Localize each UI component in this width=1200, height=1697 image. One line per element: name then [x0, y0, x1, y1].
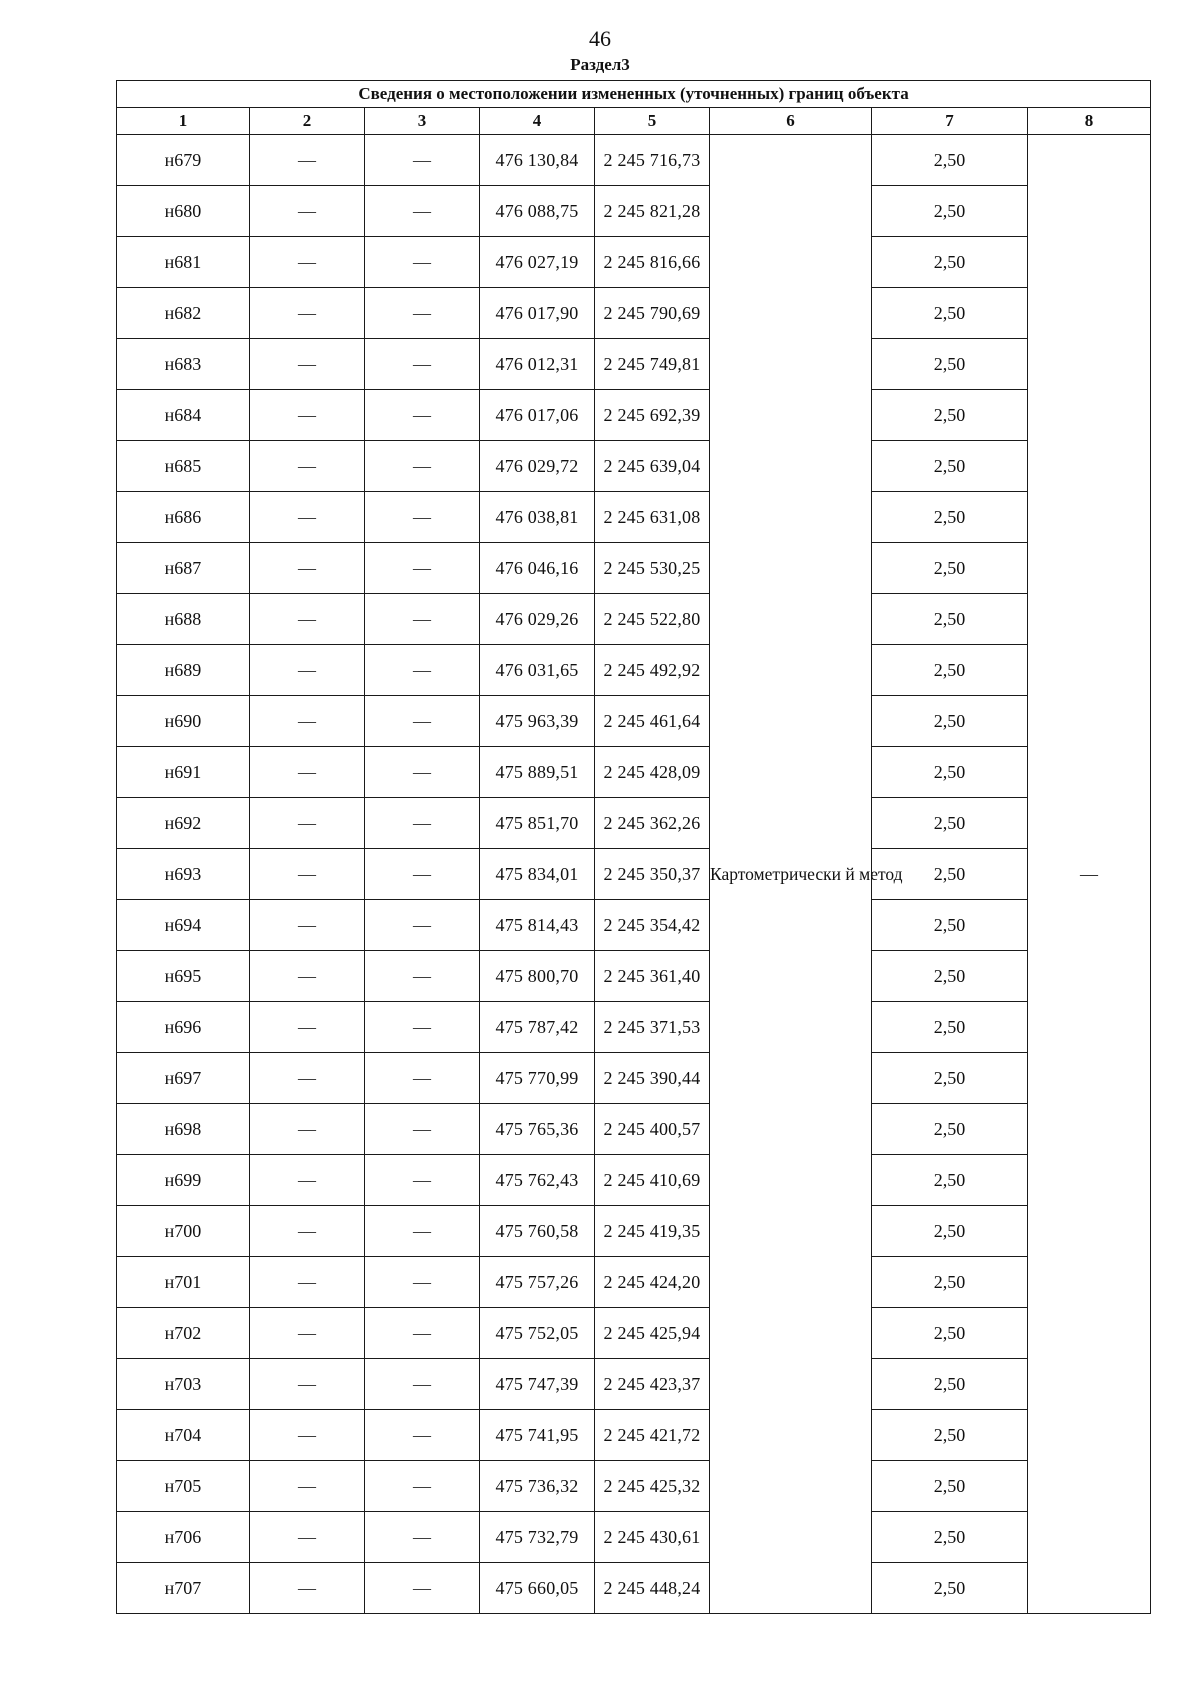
x-coordinate-cell: 475 732,79	[480, 1512, 595, 1563]
table-row	[117, 1359, 1151, 1410]
point-name-cell: н681	[117, 237, 250, 288]
point-name-cell: н692	[117, 798, 250, 849]
column-2-cell: —	[250, 186, 365, 237]
column-2-cell: —	[250, 1104, 365, 1155]
point-name-cell: н697	[117, 1053, 250, 1104]
x-coordinate-cell: 475 814,43	[480, 900, 595, 951]
table-caption: Сведения о местоположении измененных (уточненных) границ объекта	[117, 81, 1151, 108]
table-row	[117, 186, 1151, 237]
boundary-coordinates-table	[116, 80, 1151, 1614]
column-3-cell: —	[365, 237, 480, 288]
accuracy-cell: 2,50	[872, 288, 1028, 339]
y-coordinate-cell: 2 245 400,57	[595, 1104, 710, 1155]
y-coordinate-cell: 2 245 448,24	[595, 1563, 710, 1614]
y-coordinate-cell: 2 245 461,64	[595, 696, 710, 747]
x-coordinate-cell: 475 851,70	[480, 798, 595, 849]
column-2-cell: —	[250, 951, 365, 1002]
method-cell: Картометрически й метод	[710, 135, 872, 1614]
x-coordinate-cell: 475 757,26	[480, 1257, 595, 1308]
column-3-cell: —	[365, 900, 480, 951]
table-row	[117, 390, 1151, 441]
y-coordinate-cell: 2 245 821,28	[595, 186, 710, 237]
column-number-row	[117, 108, 1151, 135]
column-2-cell: —	[250, 849, 365, 900]
point-name-cell: н682	[117, 288, 250, 339]
y-coordinate-cell: 2 245 716,73	[595, 135, 710, 186]
y-coordinate-cell: 2 245 631,08	[595, 492, 710, 543]
x-coordinate-cell: 476 038,81	[480, 492, 595, 543]
point-name-cell: н690	[117, 696, 250, 747]
table-row	[117, 1461, 1151, 1512]
column-3-cell: —	[365, 849, 480, 900]
column-3-cell: —	[365, 1155, 480, 1206]
y-coordinate-cell: 2 245 361,40	[595, 951, 710, 1002]
y-coordinate-cell: 2 245 354,42	[595, 900, 710, 951]
column-2-cell: —	[250, 441, 365, 492]
column-2-cell: —	[250, 645, 365, 696]
y-coordinate-cell: 2 245 424,20	[595, 1257, 710, 1308]
column-2-cell: —	[250, 696, 365, 747]
x-coordinate-cell: 476 027,19	[480, 237, 595, 288]
column-3-cell: —	[365, 390, 480, 441]
column-number: 6	[710, 108, 872, 135]
y-coordinate-cell: 2 245 428,09	[595, 747, 710, 798]
accuracy-cell: 2,50	[872, 1563, 1028, 1614]
x-coordinate-cell: 476 031,65	[480, 645, 595, 696]
accuracy-cell: 2,50	[872, 1206, 1028, 1257]
table-row	[117, 645, 1151, 696]
column-3-cell: —	[365, 339, 480, 390]
column-number: 7	[872, 108, 1028, 135]
note-cell: —	[1028, 135, 1151, 1614]
point-name-cell: н686	[117, 492, 250, 543]
accuracy-cell: 2,50	[872, 390, 1028, 441]
column-2-cell: —	[250, 798, 365, 849]
y-coordinate-cell: 2 245 692,39	[595, 390, 710, 441]
column-2-cell: —	[250, 1053, 365, 1104]
y-coordinate-cell: 2 245 430,61	[595, 1512, 710, 1563]
column-3-cell: —	[365, 1512, 480, 1563]
column-number: 2	[250, 108, 365, 135]
column-2-cell: —	[250, 390, 365, 441]
column-3-cell: —	[365, 1359, 480, 1410]
accuracy-cell: 2,50	[872, 1512, 1028, 1563]
point-name-cell: н694	[117, 900, 250, 951]
point-name-cell: н679	[117, 135, 250, 186]
column-2-cell: —	[250, 1359, 365, 1410]
column-2-cell: —	[250, 1461, 365, 1512]
x-coordinate-cell: 475 762,43	[480, 1155, 595, 1206]
column-2-cell: —	[250, 1206, 365, 1257]
x-coordinate-cell: 476 029,72	[480, 441, 595, 492]
accuracy-cell: 2,50	[872, 543, 1028, 594]
y-coordinate-cell: 2 245 522,80	[595, 594, 710, 645]
table-row	[117, 441, 1151, 492]
column-2-cell: —	[250, 594, 365, 645]
point-name-cell: н680	[117, 186, 250, 237]
table-row	[117, 951, 1151, 1002]
point-name-cell: н684	[117, 390, 250, 441]
table-row	[117, 1002, 1151, 1053]
table-row	[117, 288, 1151, 339]
accuracy-cell: 2,50	[872, 951, 1028, 1002]
x-coordinate-cell: 475 834,01	[480, 849, 595, 900]
accuracy-cell: 2,50	[872, 798, 1028, 849]
column-3-cell: —	[365, 135, 480, 186]
table-row	[117, 1104, 1151, 1155]
column-2-cell: —	[250, 492, 365, 543]
point-name-cell: н691	[117, 747, 250, 798]
table-row	[117, 1053, 1151, 1104]
accuracy-cell: 2,50	[872, 1359, 1028, 1410]
column-2-cell: —	[250, 237, 365, 288]
column-2-cell: —	[250, 900, 365, 951]
point-name-cell: н696	[117, 1002, 250, 1053]
column-2-cell: —	[250, 1002, 365, 1053]
table-row	[117, 1308, 1151, 1359]
y-coordinate-cell: 2 245 425,32	[595, 1461, 710, 1512]
x-coordinate-cell: 475 660,05	[480, 1563, 595, 1614]
column-3-cell: —	[365, 543, 480, 594]
page-number: 46	[589, 26, 611, 51]
accuracy-cell: 2,50	[872, 492, 1028, 543]
accuracy-cell: 2,50	[872, 135, 1028, 186]
x-coordinate-cell: 475 736,32	[480, 1461, 595, 1512]
column-2-cell: —	[250, 1308, 365, 1359]
y-coordinate-cell: 2 245 421,72	[595, 1410, 710, 1461]
table-row	[117, 696, 1151, 747]
y-coordinate-cell: 2 245 749,81	[595, 339, 710, 390]
point-name-cell: н704	[117, 1410, 250, 1461]
y-coordinate-cell: 2 245 419,35	[595, 1206, 710, 1257]
accuracy-cell: 2,50	[872, 1410, 1028, 1461]
accuracy-cell: 2,50	[872, 645, 1028, 696]
point-name-cell: н699	[117, 1155, 250, 1206]
point-name-cell: н702	[117, 1308, 250, 1359]
column-3-cell: —	[365, 951, 480, 1002]
column-2-cell: —	[250, 339, 365, 390]
column-3-cell: —	[365, 186, 480, 237]
y-coordinate-cell: 2 245 371,53	[595, 1002, 710, 1053]
accuracy-cell: 2,50	[872, 1053, 1028, 1104]
table-row	[117, 492, 1151, 543]
x-coordinate-cell: 476 029,26	[480, 594, 595, 645]
y-coordinate-cell: 2 245 816,66	[595, 237, 710, 288]
accuracy-cell: 2,50	[872, 1155, 1028, 1206]
y-coordinate-cell: 2 245 530,25	[595, 543, 710, 594]
column-2-cell: —	[250, 1257, 365, 1308]
point-name-cell: н703	[117, 1359, 250, 1410]
table-row	[117, 1563, 1151, 1614]
accuracy-cell: 2,50	[872, 747, 1028, 798]
y-coordinate-cell: 2 245 790,69	[595, 288, 710, 339]
accuracy-cell: 2,50	[872, 339, 1028, 390]
y-coordinate-cell: 2 245 423,37	[595, 1359, 710, 1410]
column-3-cell: —	[365, 1461, 480, 1512]
accuracy-cell: 2,50	[872, 1002, 1028, 1053]
x-coordinate-cell: 475 752,05	[480, 1308, 595, 1359]
column-number: 1	[117, 108, 250, 135]
table-row	[117, 900, 1151, 951]
column-3-cell: —	[365, 1308, 480, 1359]
point-name-cell: н683	[117, 339, 250, 390]
x-coordinate-cell: 476 017,90	[480, 288, 595, 339]
point-name-cell: н693	[117, 849, 250, 900]
column-3-cell: —	[365, 1053, 480, 1104]
accuracy-cell: 2,50	[872, 237, 1028, 288]
column-2-cell: —	[250, 1512, 365, 1563]
point-name-cell: н698	[117, 1104, 250, 1155]
accuracy-cell: 2,50	[872, 441, 1028, 492]
y-coordinate-cell: 2 245 425,94	[595, 1308, 710, 1359]
y-coordinate-cell: 2 245 410,69	[595, 1155, 710, 1206]
x-coordinate-cell: 476 046,16	[480, 543, 595, 594]
column-3-cell: —	[365, 594, 480, 645]
table-row	[117, 1257, 1151, 1308]
column-3-cell: —	[365, 492, 480, 543]
column-3-cell: —	[365, 1002, 480, 1053]
column-2-cell: —	[250, 288, 365, 339]
column-3-cell: —	[365, 288, 480, 339]
column-number: 5	[595, 108, 710, 135]
x-coordinate-cell: 475 800,70	[480, 951, 595, 1002]
table-row	[117, 594, 1151, 645]
column-3-cell: —	[365, 441, 480, 492]
column-2-cell: —	[250, 543, 365, 594]
y-coordinate-cell: 2 245 492,92	[595, 645, 710, 696]
x-coordinate-cell: 475 741,95	[480, 1410, 595, 1461]
x-coordinate-cell: 475 787,42	[480, 1002, 595, 1053]
column-2-cell: —	[250, 1155, 365, 1206]
point-name-cell: н688	[117, 594, 250, 645]
accuracy-cell: 2,50	[872, 186, 1028, 237]
x-coordinate-cell: 475 770,99	[480, 1053, 595, 1104]
column-3-cell: —	[365, 747, 480, 798]
table-row	[117, 1512, 1151, 1563]
table-row	[117, 543, 1151, 594]
y-coordinate-cell: 2 245 362,26	[595, 798, 710, 849]
accuracy-cell: 2,50	[872, 1257, 1028, 1308]
x-coordinate-cell: 475 765,36	[480, 1104, 595, 1155]
column-3-cell: —	[365, 1104, 480, 1155]
point-name-cell: н707	[117, 1563, 250, 1614]
x-coordinate-cell: 475 963,39	[480, 696, 595, 747]
column-3-cell: —	[365, 645, 480, 696]
point-name-cell: н695	[117, 951, 250, 1002]
column-3-cell: —	[365, 696, 480, 747]
table-row	[117, 1155, 1151, 1206]
column-3-cell: —	[365, 1257, 480, 1308]
accuracy-cell: 2,50	[872, 696, 1028, 747]
point-name-cell: н705	[117, 1461, 250, 1512]
table-row	[117, 747, 1151, 798]
x-coordinate-cell: 475 889,51	[480, 747, 595, 798]
accuracy-cell: 2,50	[872, 1104, 1028, 1155]
column-number: 8	[1028, 108, 1151, 135]
column-2-cell: —	[250, 747, 365, 798]
x-coordinate-cell: 476 012,31	[480, 339, 595, 390]
point-name-cell: н706	[117, 1512, 250, 1563]
column-3-cell: —	[365, 798, 480, 849]
y-coordinate-cell: 2 245 639,04	[595, 441, 710, 492]
point-name-cell: н689	[117, 645, 250, 696]
point-name-cell: н685	[117, 441, 250, 492]
table-row	[117, 237, 1151, 288]
column-3-cell: —	[365, 1206, 480, 1257]
column-2-cell: —	[250, 1410, 365, 1461]
column-2-cell: —	[250, 1563, 365, 1614]
section-title: Раздел3	[570, 55, 630, 74]
accuracy-cell: 2,50	[872, 594, 1028, 645]
table-row	[117, 798, 1151, 849]
accuracy-cell: 2,50	[872, 900, 1028, 951]
y-coordinate-cell: 2 245 350,37	[595, 849, 710, 900]
point-name-cell: н700	[117, 1206, 250, 1257]
column-number: 4	[480, 108, 595, 135]
x-coordinate-cell: 475 760,58	[480, 1206, 595, 1257]
table-row	[117, 339, 1151, 390]
column-3-cell: —	[365, 1563, 480, 1614]
x-coordinate-cell: 475 747,39	[480, 1359, 595, 1410]
column-2-cell: —	[250, 135, 365, 186]
accuracy-cell: 2,50	[872, 849, 1028, 900]
x-coordinate-cell: 476 088,75	[480, 186, 595, 237]
table-row	[117, 1410, 1151, 1461]
x-coordinate-cell: 476 017,06	[480, 390, 595, 441]
point-name-cell: н701	[117, 1257, 250, 1308]
column-number: 3	[365, 108, 480, 135]
x-coordinate-cell: 476 130,84	[480, 135, 595, 186]
table-row	[117, 135, 1151, 186]
y-coordinate-cell: 2 245 390,44	[595, 1053, 710, 1104]
accuracy-cell: 2,50	[872, 1461, 1028, 1512]
point-name-cell: н687	[117, 543, 250, 594]
table-row	[117, 849, 1151, 900]
accuracy-cell: 2,50	[872, 1308, 1028, 1359]
table-row	[117, 1206, 1151, 1257]
column-3-cell: —	[365, 1410, 480, 1461]
